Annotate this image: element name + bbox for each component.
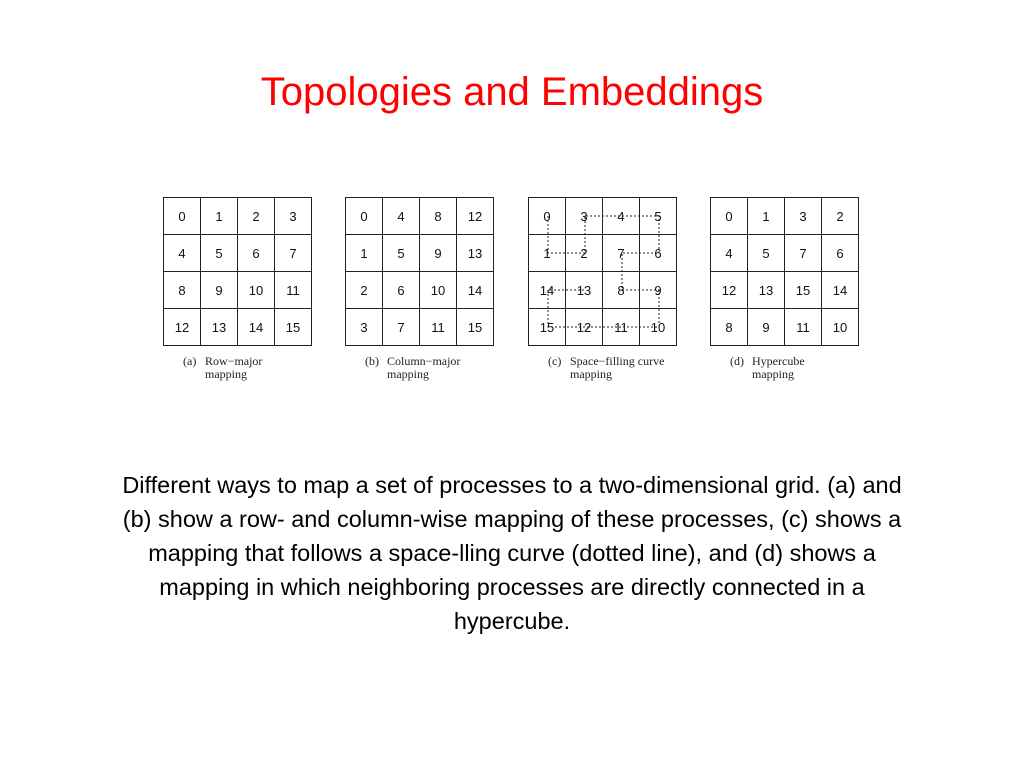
grid-cell: 14 (822, 272, 859, 309)
grid-cell: 11 (275, 272, 312, 309)
slide-title: Topologies and Embeddings (260, 70, 764, 114)
hypercube-grid (710, 197, 859, 346)
caption-label: (d) (730, 354, 744, 368)
grid-cell: 4 (603, 198, 640, 235)
grid-cell: 5 (748, 235, 785, 272)
grid-cell: 11 (420, 309, 457, 346)
grid-cell: 12 (711, 272, 748, 309)
grid-cell: 14 (457, 272, 494, 309)
grid-cell: 13 (748, 272, 785, 309)
grid-cell: 13 (201, 309, 238, 346)
panel-row-major (163, 197, 313, 381)
grid-cell: 2 (566, 235, 603, 272)
grid-cell: 6 (383, 272, 420, 309)
grid-cell: 7 (275, 235, 312, 272)
grid-cell: 15 (457, 309, 494, 346)
grid-cell: 3 (275, 198, 312, 235)
grid-cell: 15 (275, 309, 312, 346)
grid-cell: 1 (748, 198, 785, 235)
grid-cell: 11 (603, 309, 640, 346)
grid-cell: 9 (640, 272, 677, 309)
grid-cell: 2 (238, 198, 275, 235)
grid-cell: 13 (457, 235, 494, 272)
grid-cell: 14 (529, 272, 566, 309)
grid-cell: 3 (346, 309, 383, 346)
grid-cell: 2 (822, 198, 859, 235)
grid-cell: 1 (201, 198, 238, 235)
panel-hypercube (710, 197, 860, 381)
grid-cell: 7 (603, 235, 640, 272)
grid-cell: 0 (346, 198, 383, 235)
space-filling-grid (528, 197, 677, 346)
grid-cell: 8 (420, 198, 457, 235)
grid-cell: 4 (711, 235, 748, 272)
caption-label: (b) (365, 354, 379, 368)
caption-label: (a) (183, 354, 197, 368)
grid-cell: 3 (785, 198, 822, 235)
grid-cell: 7 (785, 235, 822, 272)
panel-caption (365, 355, 495, 381)
grid-cell: 0 (164, 198, 201, 235)
grid-cell: 3 (566, 198, 603, 235)
grid-cell: 6 (238, 235, 275, 272)
caption-text: Space−filling curve mapping (570, 354, 665, 381)
grid-cell: 6 (822, 235, 859, 272)
grid-cell: 0 (711, 198, 748, 235)
grid-cell: 8 (711, 309, 748, 346)
caption-text: Hypercube mapping (752, 354, 805, 381)
grid-cell: 8 (164, 272, 201, 309)
grid-cell: 1 (529, 235, 566, 272)
grid-cell: 11 (785, 309, 822, 346)
grid-cell: 10 (420, 272, 457, 309)
panel-caption (548, 355, 678, 381)
caption-label: (c) (548, 354, 562, 368)
grid-cell: 14 (238, 309, 275, 346)
figure-description: Different ways to map a set of processes to a two-dimensional grid. (a) and (b) show a row- and column-wise mapping of these processes, (c) shows a mapping that follows a space-lling curve (dotted line), and (d) shows a mapping in which neighboring processes are directly connected in a hypercube. (122, 472, 902, 634)
grid-cell: 12 (457, 198, 494, 235)
grid-cell: 15 (785, 272, 822, 309)
grid-cell: 5 (201, 235, 238, 272)
grid-cell: 4 (383, 198, 420, 235)
grid-cell: 9 (420, 235, 457, 272)
grid-cell: 8 (603, 272, 640, 309)
grid-cell: 12 (164, 309, 201, 346)
grid-cell: 13 (566, 272, 603, 309)
panel-caption (183, 355, 313, 381)
grid-cell: 10 (640, 309, 677, 346)
caption-text: Row−major mapping (205, 354, 263, 381)
grid-cell: 9 (748, 309, 785, 346)
panel-column-major (345, 197, 495, 381)
grid-cell: 2 (346, 272, 383, 309)
grid-cell: 9 (201, 272, 238, 309)
grid-cell: 15 (529, 309, 566, 346)
grid-cell: 0 (529, 198, 566, 235)
panel-caption (730, 355, 860, 381)
grid-cell: 5 (383, 235, 420, 272)
caption-text: Column−major mapping (387, 354, 461, 381)
grid-cell: 10 (238, 272, 275, 309)
grid-cell: 7 (383, 309, 420, 346)
grid-cell: 10 (822, 309, 859, 346)
mapping-figure (163, 197, 863, 397)
grid-cell: 6 (640, 235, 677, 272)
column-major-grid (345, 197, 494, 346)
grid-cell: 12 (566, 309, 603, 346)
row-major-grid (163, 197, 312, 346)
grid-cell: 4 (164, 235, 201, 272)
grid-cell: 5 (640, 198, 677, 235)
panel-space-filling (528, 197, 678, 381)
grid-cell: 1 (346, 235, 383, 272)
